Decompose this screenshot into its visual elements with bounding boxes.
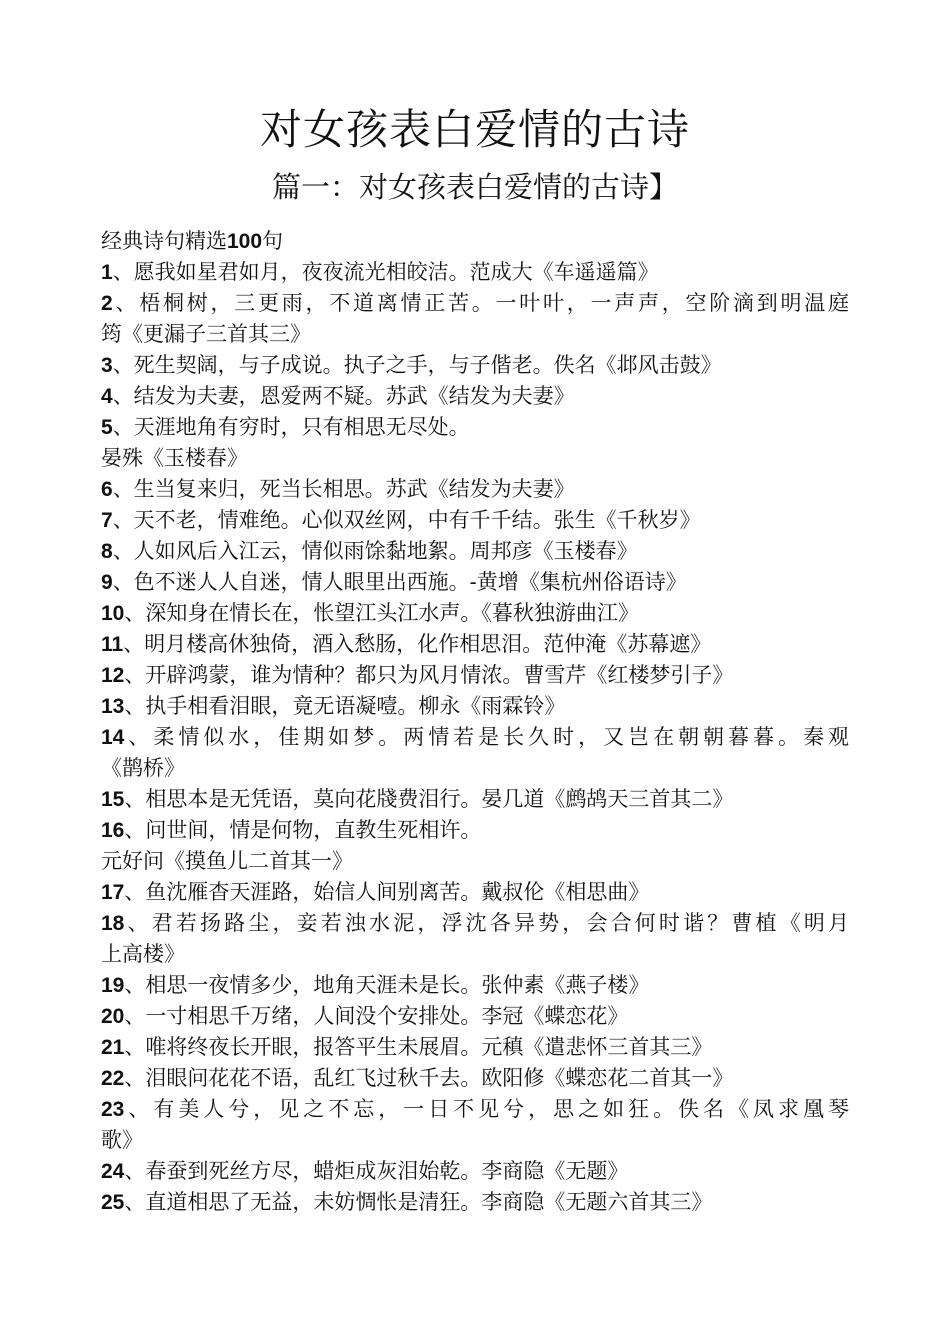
poem-line <box>101 660 849 691</box>
poem-line-text: 、结发为夫妻，恩爱两不疑。苏武《结发为夫妻》 <box>112 384 575 408</box>
poem-line-number: 18 <box>101 912 125 935</box>
poem-line-text: 、梧桐树，三更雨，不道离情正苦。一叶叶，一声声，空阶滴到明温庭 <box>112 291 849 315</box>
poem-line-text: 、人如风后入江云，情似雨馀黏地絮。周邦彦《玉楼春》 <box>112 539 638 563</box>
poem-line-text: 、开辟鸿蒙，谁为情种？都只为风月情浓。曹雪芹《红楼梦引子》 <box>124 663 734 687</box>
poem-line-text: 、直道相思了无益，未妨惆怅是清狂。李商隐《无题六首其三》 <box>124 1190 713 1214</box>
poem-line <box>101 691 849 722</box>
poem-line <box>101 908 849 939</box>
poem-line-text: 歌》 <box>101 1128 143 1152</box>
poem-line-number: 20 <box>101 1005 125 1028</box>
poem-line <box>101 288 849 319</box>
document-body <box>101 226 849 1218</box>
poem-line-text: 、有美人兮，见之不忘，一日不见兮，思之如狂。佚名《凤求凰琴 <box>124 1097 849 1121</box>
poem-line <box>101 1032 849 1063</box>
poem-line-text: 、明月楼高休独倚，酒入愁肠，化作相思泪。范仲淹《苏幕遮》 <box>123 632 712 656</box>
poem-line-text: 上高楼》 <box>101 942 185 966</box>
poem-line-number: 9 <box>101 571 113 594</box>
poem-line-number: 7 <box>101 509 113 532</box>
poem-line <box>101 1187 849 1218</box>
poem-line <box>101 319 849 350</box>
poem-line <box>101 939 849 970</box>
poem-line-text: 《鹊桥》 <box>101 756 185 780</box>
poem-line-number: 17 <box>101 881 125 904</box>
poem-line-text: 、问世间，情是何物，直教生死相许。 <box>124 818 482 842</box>
poem-line-number: 16 <box>101 819 125 842</box>
poem-line-text: 、愿我如星君如月，夜夜流光相皎洁。范成大《车遥遥篇》 <box>112 260 659 284</box>
poem-line <box>101 536 849 567</box>
poem-line <box>101 1156 849 1187</box>
poem-line <box>101 412 849 443</box>
poem-line-number: 24 <box>101 1160 125 1183</box>
poem-line-text: 、泪眼问花花不语，乱红飞过秋千去。欧阳修《蝶恋花二首其一》 <box>124 1066 734 1090</box>
poem-line <box>101 598 849 629</box>
poem-line-text: 、死生契阔，与子成说。执子之手，与子偕老。佚名《邶风击鼓》 <box>112 353 722 377</box>
poem-line-number: 11 <box>101 633 124 656</box>
poem-line <box>101 722 849 753</box>
poem-line-number: 25 <box>101 1191 125 1214</box>
poem-line-text: 、天涯地角有穷时，只有相思无尽处。 <box>112 415 470 439</box>
poem-line <box>101 1125 849 1156</box>
poem-line-number: 4 <box>101 385 113 408</box>
poem-line-text: 、天不老，情难绝。心似双丝网，中有千千结。张生《千秋岁》 <box>112 508 701 532</box>
poem-line-text: 、鱼沈雁杳天涯路，始信人间别离苦。戴叔伦《相思曲》 <box>124 880 650 904</box>
poem-line-number: 22 <box>101 1067 125 1090</box>
poem-line-number: 23 <box>101 1098 125 1121</box>
poem-line-text: 、一寸相思千万绪，人间没个安排处。李冠《蝶恋花》 <box>124 1004 629 1028</box>
poem-line-number: 13 <box>101 695 125 718</box>
poem-line <box>101 257 849 288</box>
poem-line-text: 、唯将终夜长开眼，报答平生未展眉。元稹《遣悲怀三首其三》 <box>124 1035 713 1059</box>
poem-line-text: 、深知身在情长在，怅望江头江水声。《暮秋独游曲江》 <box>124 601 639 625</box>
poem-line-number: 6 <box>101 478 113 501</box>
poem-line-text: 晏殊《玉楼春》 <box>101 446 248 470</box>
poem-line-number: 5 <box>101 416 113 439</box>
intro-prefix: 经典诗句精选 <box>101 229 227 253</box>
poem-line-number: 10 <box>101 602 125 625</box>
poem-line <box>101 1063 849 1094</box>
poem-line-number: 3 <box>101 354 113 377</box>
poem-line-text: 、相思本是无凭语，莫向花牋费泪行。晏几道《鹧鸪天三首其二》 <box>124 787 734 811</box>
poem-line <box>101 350 849 381</box>
document-subtitle: 篇一：对女孩表白爱情的古诗】 <box>271 170 678 204</box>
poem-line <box>101 505 849 536</box>
poem-line-text: 、君若扬路尘，妾若浊水泥，浮沈各异势，会合何时谐？曹植《明月 <box>124 911 849 935</box>
poem-line-number: 8 <box>101 540 113 563</box>
poem-line <box>101 815 849 846</box>
poem-line-text: 筠《更漏子三首其三》 <box>101 322 311 346</box>
intro-number: 100 <box>227 230 263 253</box>
poem-line-text: 、相思一夜情多少，地角天涯未是长。张仲素《燕子楼》 <box>124 973 650 997</box>
poem-line <box>101 567 849 598</box>
poem-line-text: 、执手相看泪眼，竟无语凝噎。柳永《雨霖铃》 <box>124 694 566 718</box>
poem-line-text: 、春蚕到死丝方尽，蜡炬成灰泪始乾。李商隐《无题》 <box>124 1159 629 1183</box>
poem-line <box>101 474 849 505</box>
poem-line-text: 、色不迷人人自迷，情人眼里出西施。-黄增《集杭州俗语诗》 <box>112 570 687 594</box>
poem-line-number: 12 <box>101 664 125 687</box>
poem-line <box>101 877 849 908</box>
poem-line-number: 21 <box>101 1036 125 1059</box>
poem-line <box>101 629 849 660</box>
poem-line-text: 、生当复来归，死当长相思。苏武《结发为夫妻》 <box>112 477 575 501</box>
poem-line-text: 元好问《摸鱼儿二首其一》 <box>101 849 353 873</box>
poem-line-number: 19 <box>101 974 125 997</box>
poem-line <box>101 381 849 412</box>
poem-line <box>101 846 849 877</box>
poem-line-number: 1 <box>101 261 113 284</box>
poem-line-number: 15 <box>101 788 125 811</box>
document-title: 对女孩表白爱情的古诗 <box>259 105 690 154</box>
poem-line <box>101 784 849 815</box>
poem-line <box>101 753 849 784</box>
intro-line <box>101 226 849 257</box>
poem-line <box>101 1001 849 1032</box>
poem-line <box>101 443 849 474</box>
intro-suffix: 句 <box>262 229 284 253</box>
poem-line-number: 14 <box>101 726 125 749</box>
poem-line <box>101 1094 849 1125</box>
poem-line-number: 2 <box>101 292 113 315</box>
poem-line <box>101 970 849 1001</box>
poem-line-text: 、柔情似水，佳期如梦。两情若是长久时，又岂在朝朝暮暮。秦观 <box>124 725 849 749</box>
